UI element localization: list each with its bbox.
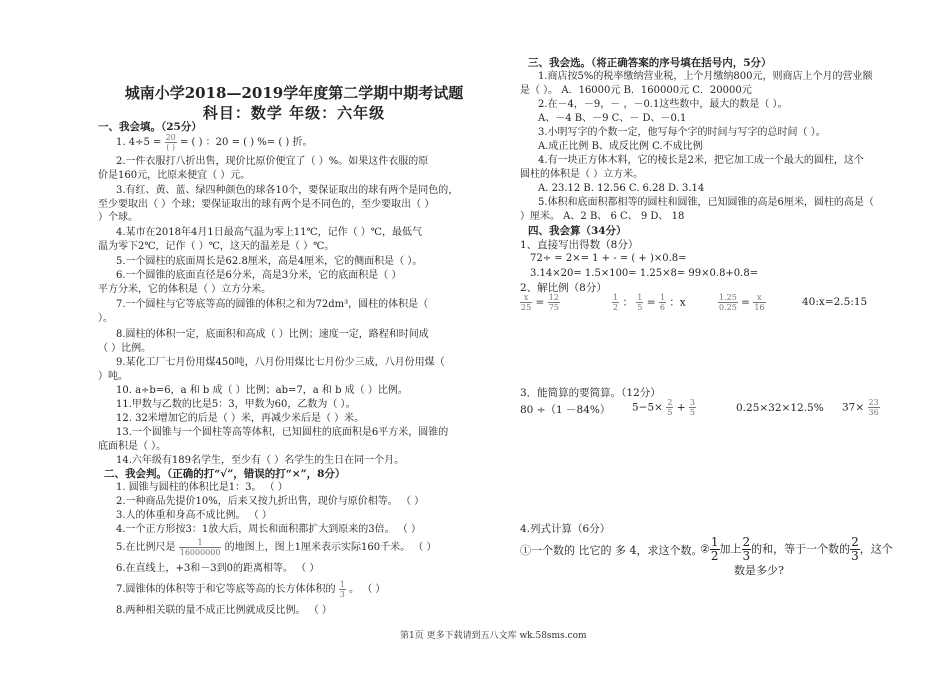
s4-frac (868, 398, 880, 417)
wp2-text-add: 加上 (719, 542, 742, 556)
calc-part-2-heading: 2、解比例（8分） (520, 282, 607, 294)
question-2-line-1: 2.一件衣服打八折出售，现价比原价便宜了（ ）%。如果这件衣服的原 (116, 156, 429, 167)
judge-7-fraction (339, 580, 346, 599)
judge-7 (116, 580, 385, 599)
choice-2: 2.在－4，－9，－ ，－0.1这些数中，最大的数是（ ）。 (538, 99, 788, 110)
section-3-heading: 三、我会选。（将正确答案的序号填在括号内，5分） (528, 57, 772, 69)
exam-title: 城南小学2018—2019学年度第二学期中期考试题 (124, 84, 464, 102)
section-4-heading: 四、我会算（34分） (528, 225, 627, 237)
calc-row-1: 72÷ = 2×= 1 + - = ( + )×0.8= (530, 253, 687, 264)
judge-7-part-b: 。 （ ） (349, 584, 386, 595)
p3-frac-right (753, 293, 765, 312)
judge-7-part-a: 7.圆锥体的体积等于和它等底等高的长方体体积的 (116, 584, 336, 595)
p3-den: 0.25 (719, 303, 737, 312)
p3-den2: 16 (754, 303, 765, 312)
s2-num2: 3 (689, 398, 695, 407)
p2-num3: 1 (659, 293, 665, 302)
q1-frac-num: 20 (165, 133, 176, 142)
simplify-1: 80 ÷（1 －84%） (520, 404, 611, 416)
question-11: 11.甲数与乙数的比是5：3，甲数为60，乙数为（ ）。 (116, 399, 356, 410)
calc-part-3-heading: 3．能简算的要简算。（12分） (520, 387, 661, 399)
choice-1-line-2: 是（ ）。 A．16000元 B．160000元 C．20000元 (520, 85, 752, 96)
p2-num2: 1 (637, 293, 643, 302)
judge-5-part-a: 5.在比例尺是 (116, 542, 176, 553)
question-3-line-3: ）个球。 (98, 212, 138, 223)
judge-8: 8.两种相关联的量不成正比例就成反比例。 （ ） (116, 605, 332, 616)
judge-5 (116, 538, 436, 557)
s2-den2: 5 (689, 408, 695, 417)
q1-frac-den: ( ) (166, 143, 176, 152)
wp2-text-sum: 的和，等于一个数的 (751, 542, 851, 556)
question-9-line-1: 9.某化工厂七月份用煤450吨，八月份用煤比七月份少三成，八月份用煤（ (116, 357, 445, 368)
wp2-frac-1 (710, 536, 720, 563)
calc-part-1-heading: 1、直接写出得数（8分） (520, 239, 639, 251)
wp2-text-tail: ，这个 (859, 542, 893, 556)
p2-den3: 6 (659, 303, 665, 312)
question-4-line-1: 4.某市在2018年4月1日最高气温为零上11℃，记作（ ）℃，最低气 (116, 227, 422, 238)
scale-frac-den: 16000000 (179, 548, 221, 557)
question-8-line-2: （ ）比例。 (98, 343, 152, 354)
judge-5-part-b: 的地图上，图上1厘米表示实际160千米。 （ ） (224, 542, 437, 553)
p2-frac-1 (612, 293, 619, 312)
question-3-line-1: 3.有红、黄、蓝、绿四种颜色的球各10个，要保证取出的球有两个是同色的， (116, 185, 459, 196)
proportion-2 (612, 293, 686, 312)
wp2-num2: 2 (742, 535, 751, 549)
p2-frac-3 (659, 293, 666, 312)
choice-4-line-1: 4.有一块正方体木料，它的棱长是2米，把它加工成一个最大的圆柱，这个 (538, 155, 864, 166)
judge-1: 1. 圆锥与圆柱的体积比是1：3。 （ ） (116, 482, 288, 493)
j7-frac-den: 3 (339, 590, 345, 599)
s2-plus: + (676, 401, 686, 414)
p3-num2: x (753, 293, 765, 303)
question-7-line-1: 7.一个圆柱与它等底等高的圆锥的体积之和为72dm³，圆柱的体积是（ (116, 299, 429, 310)
wp2-circle-num: ② (700, 542, 710, 556)
proportion-1 (520, 293, 560, 312)
question-3-line-2: 至少要取出（ ）个球；要保证取出的球有两个是不同色的，至少要取出（ ） (98, 199, 435, 210)
choice-5-line-1: 5.体积和底面积都相等的圆柱和圆锥，已知圆锥的高是6厘米，圆柱的高是（ (538, 197, 874, 208)
q1-fraction (165, 133, 177, 152)
proportion-3 (718, 293, 766, 312)
word-problem-1: ①一个数的 比它的 多 4，求这个数。 (520, 544, 703, 557)
choice-3-options: A.成正比例 B、成反比例 C.不成比例 (538, 141, 703, 152)
wp2-den1: 2 (710, 549, 719, 563)
proportion-4: 40:x=2.5:15 (802, 296, 868, 308)
s2-frac-1 (666, 398, 673, 417)
q1-part-a: 1. 4÷5 = (116, 137, 162, 148)
judge-3: 3.人的体重和身高不成比例。 （ ） (116, 510, 272, 521)
wp2-frac-2 (742, 536, 752, 563)
p1-den2: 75 (548, 303, 559, 312)
s2-frac-2 (689, 398, 696, 417)
scale-frac-num: 1 (179, 538, 222, 548)
question-4-line-2: 温为零下2℃，记作（ ）℃，这天的温差是（ ）℃。 (98, 241, 335, 252)
word-problem-2-line-2: 数是多少? (734, 564, 784, 577)
question-13-line-2: 底面积是（ ）。 (98, 441, 167, 452)
question-9-line-2: ）吨。 (98, 371, 128, 382)
p2-den1: 2 (613, 303, 619, 312)
simplify-2 (632, 398, 696, 417)
p1-den: 25 (521, 303, 532, 312)
judge-5-scale-fraction (179, 538, 222, 557)
p2-ratio-sign: ： (622, 296, 633, 309)
question-8-line-1: 8.圆柱的体积一定，底面积和高成（ ）比例；速度一定，路程和时间成 (116, 329, 429, 340)
wp2-den3: 3 (851, 549, 859, 563)
choice-3: 3.小明写字的个数一定，他写每个字的时间与写字的总时间（ ）。 (538, 127, 826, 138)
section-1-heading: 一、我会填。（25分） (98, 121, 202, 133)
wp2-num3: 2 (851, 535, 859, 549)
word-problem-2 (700, 536, 893, 563)
p2-frac-2 (636, 293, 643, 312)
j7-frac-num: 1 (339, 580, 345, 589)
p3-equals: = (741, 296, 750, 309)
p1-num2: 12 (548, 293, 559, 302)
s2-den1: 5 (667, 408, 673, 417)
question-14: 14.六年级有189名学生，至少有（ ）名学生的生日在同一个月。 (116, 455, 405, 466)
wp2-num1: 1 (710, 535, 719, 549)
question-1 (116, 133, 313, 152)
s4-den: 36 (868, 408, 879, 417)
question-6-line-1: 6.一个圆锥的底面直径是6分米，高是3分米，它的底面积是（ ） (116, 270, 402, 281)
judge-6: 6.在直线上，+3和－3到0的距离相等。 （ ） (116, 563, 320, 574)
judge-2: 2.一种商品先提价10%，后来又按九折出售，现价与原价相等。 （ ） (116, 496, 425, 507)
calc-row-2: 3.14×20= 1.5×100= 1.25×8= 99×0.8+0.8= (530, 268, 759, 279)
question-12: 12. 32米增加它的后是（ ）米，再减少米后是（ ）米。 (116, 413, 365, 424)
q1-part-b: = ( ) ：20 = ( ) %= ( ) 折。 (179, 137, 313, 148)
p2-x: ：x (669, 296, 686, 309)
calc-part-4-heading: 4.列式计算（6分） (520, 523, 611, 535)
question-7-line-2: ）。 (98, 313, 113, 324)
wp2-frac-3 (850, 536, 860, 563)
choice-5-line-2: ）厘米。 A、2 B、 6 C、 9 D、 18 (520, 211, 685, 222)
wp2-den2: 3 (742, 549, 751, 563)
question-10: 10. a÷b=6，a 和 b 成（ ）比例；ab=7，a 和 b 成（ ）比例。 (116, 385, 408, 396)
question-2-line-2: 价是160元，比原来便宜（ ）元。 (98, 170, 251, 181)
question-6-line-2: 平方分米，它的体积是（ ）立方分米。 (98, 284, 272, 295)
judge-4: 4.一个正方形按3：1放大后，周长和面积都扩大到原来的3倍。 （ ） (116, 524, 421, 535)
p2-den2: 5 (637, 303, 643, 312)
section-2-heading: 二、我会判。（正确的打“√”，错误的打“×”，8分） (104, 468, 346, 480)
simplify-3: 0.25×32×12.5% (736, 402, 824, 414)
p3-frac-left (718, 293, 738, 312)
p2-num1: 1 (613, 293, 619, 302)
p1-num: x (520, 293, 532, 303)
s2-lead: 5−5× (632, 401, 663, 414)
choice-4-options: A. 23.12 B. 12.56 C. 6.28 D. 3.14 (538, 183, 705, 194)
p1-equals: = (535, 296, 545, 309)
s2-num1: 2 (667, 398, 673, 407)
s4-num: 23 (868, 398, 879, 407)
simplify-4 (842, 398, 880, 417)
choice-1-line-1: 1.商店按5%的税率缴纳营业税，上个月缴纳800元，则商店上个月的营业额 (538, 71, 873, 82)
question-13-line-1: 13.一个圆锥与一个圆柱等高等体积，已知圆柱的底面积是6平方米，圆锥的 (116, 427, 449, 438)
p3-num: 1.25 (719, 293, 737, 302)
page-footer: 第1页 更多下载请到五八文库 wk.58sms.com (400, 631, 587, 641)
p1-frac-right (548, 293, 560, 312)
choice-4-line-2: 圆柱的体积是（ ）立方米。 (520, 169, 644, 180)
p2-equals: = (646, 296, 656, 309)
exam-subject-line: 科目：数学 年级：六年级 (202, 104, 386, 122)
p1-frac-left (520, 293, 532, 312)
choice-2-options: A、－4 B、－9 C、－ D、－0.1 (538, 113, 687, 124)
s4-lead: 37× (842, 401, 865, 414)
question-5: 5.一个圆柱的底面周长是62.8厘米，高是4厘米，它的侧面积是（ ）。 (116, 256, 423, 267)
